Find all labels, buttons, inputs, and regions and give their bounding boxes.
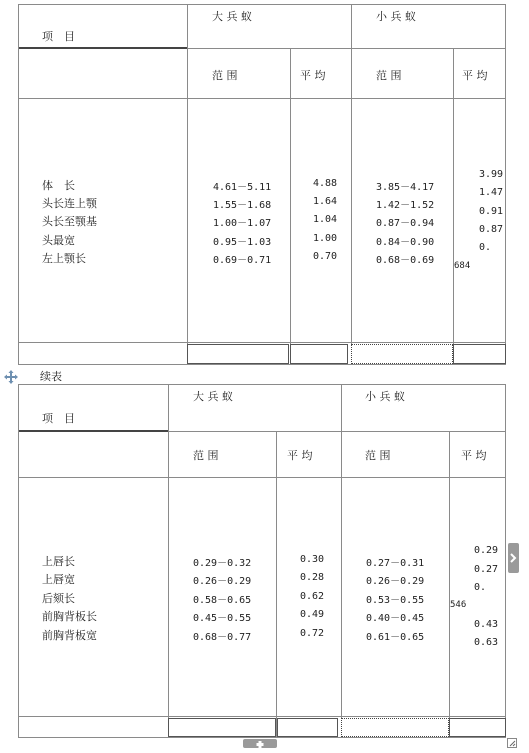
table1-row-label: 头最宽 [42,234,75,247]
table1-empty-cell[interactable] [453,344,506,364]
table2-large-range: 0.26－0.29 [193,576,252,587]
table2-small-avg: 0.43 [474,619,499,630]
table1-small-avg: 3.99 [479,169,504,180]
table2-row-label: 前胸背板宽 [42,629,97,642]
table1-large-avg: 4.88 [313,178,338,189]
table2-small-avg: 0.63 [474,637,499,648]
table1-header-item: 项 目 [42,30,75,43]
table2-small-range: 0.27－0.31 [366,558,425,569]
table1-small-avg: 0.87 [479,224,504,235]
table2-sub-range-large: 范 围 [193,449,219,462]
table1-sub-avg-large: 平 均 [300,69,326,82]
table1-small-range: 3.85－4.17 [376,182,435,193]
table2-row-label: 前胸背板长 [42,610,97,623]
table2-large-range: 0.45－0.55 [193,613,252,624]
table1-large-avg: 1.00 [313,233,338,244]
resize-corner-icon[interactable] [507,738,517,748]
table1-small-range: 0.68－0.69 [376,255,435,266]
table2-header-item: 项 目 [42,412,75,425]
table2-small-range: 0.40－0.45 [366,613,425,624]
table2-sub-range-small: 范 围 [365,449,391,462]
table2-empty-cell[interactable] [449,718,506,737]
table1-sub-range-large: 范 围 [212,69,238,82]
table2-small-range: 0.61－0.65 [366,632,425,643]
table1-large-avg: 0.70 [313,251,338,262]
table2-large-range: 0.29－0.32 [193,558,252,569]
table1-small-range: 0.84－0.90 [376,237,435,248]
table2-sub-avg-large: 平 均 [287,449,313,462]
table1-large-range: 1.55－1.68 [213,200,272,211]
table2-row-label: 上唇宽 [42,573,75,586]
table1-group-large: 大 兵 蚁 [212,10,252,23]
table2-large-avg: 0.28 [300,572,325,583]
table2-empty-cell[interactable] [277,718,338,737]
table2-large-avg: 0.30 [300,554,325,565]
table1-row-label: 体 长 [42,179,75,192]
table2-row-label: 后颏长 [42,592,75,605]
table2-small-range: 0.53－0.55 [366,595,425,606]
table2-empty-cell[interactable] [168,718,276,737]
table2-sub-avg-small: 平 均 [461,449,487,462]
table1-large-avg: 1.64 [313,196,338,207]
table2-large-avg: 0.49 [300,609,325,620]
table1-empty-cell[interactable] [351,344,453,364]
table1-large-avg: 1.04 [313,214,338,225]
table2-small-avg-wrap: 546 [450,600,467,610]
four-arrows-move-icon[interactable] [4,370,18,384]
table1-row-label: 左上颚长 [42,252,86,265]
table2-small-range: 0.26－0.29 [366,576,425,587]
table2-small-avg: 0.29 [474,545,499,556]
table1-row-label: 头长至颚基 [42,215,97,228]
table1-small-avg: 0.91 [479,206,504,217]
table1-large-range: 0.69－0.71 [213,255,272,266]
chevron-right-icon[interactable] [508,543,519,573]
table1-large-range: 1.00－1.07 [213,218,272,229]
table2-group-large: 大 兵 蚁 [193,390,233,403]
table1-sub-avg-small: 平 均 [462,69,488,82]
table1-empty-cell[interactable] [187,344,289,364]
table2-group-small: 小 兵 蚁 [365,390,405,403]
table2-large-range: 0.58－0.65 [193,595,252,606]
table1-large-range: 0.95－1.03 [213,237,272,248]
table1-small-range: 0.87－0.94 [376,218,435,229]
table2-row-label: 上唇长 [42,555,75,568]
table2-small-avg: 0.27 [474,564,499,575]
table1-small-avg: 1.47 [479,187,504,198]
table2-large-avg: 0.72 [300,628,325,639]
table2-large-range: 0.68－0.77 [193,632,252,643]
plus-icon[interactable] [243,739,277,748]
table1-empty-cell[interactable] [290,344,348,364]
table1-small-range: 1.42－1.52 [376,200,435,211]
table2-large-avg: 0.62 [300,591,325,602]
table2-empty-cell[interactable] [341,718,449,737]
table1-row-label: 头长连上颚 [42,197,97,210]
table1-small-avg: 0. [479,242,492,253]
table1-large-range: 4.61－5.11 [213,182,272,193]
table1-small-avg-wrap: 684 [454,261,471,271]
table2-small-avg: 0. [474,582,487,593]
table1-group-small: 小 兵 蚁 [376,10,416,23]
table1-sub-range-small: 范 围 [376,69,402,82]
continued-label: 续表 [40,370,62,383]
